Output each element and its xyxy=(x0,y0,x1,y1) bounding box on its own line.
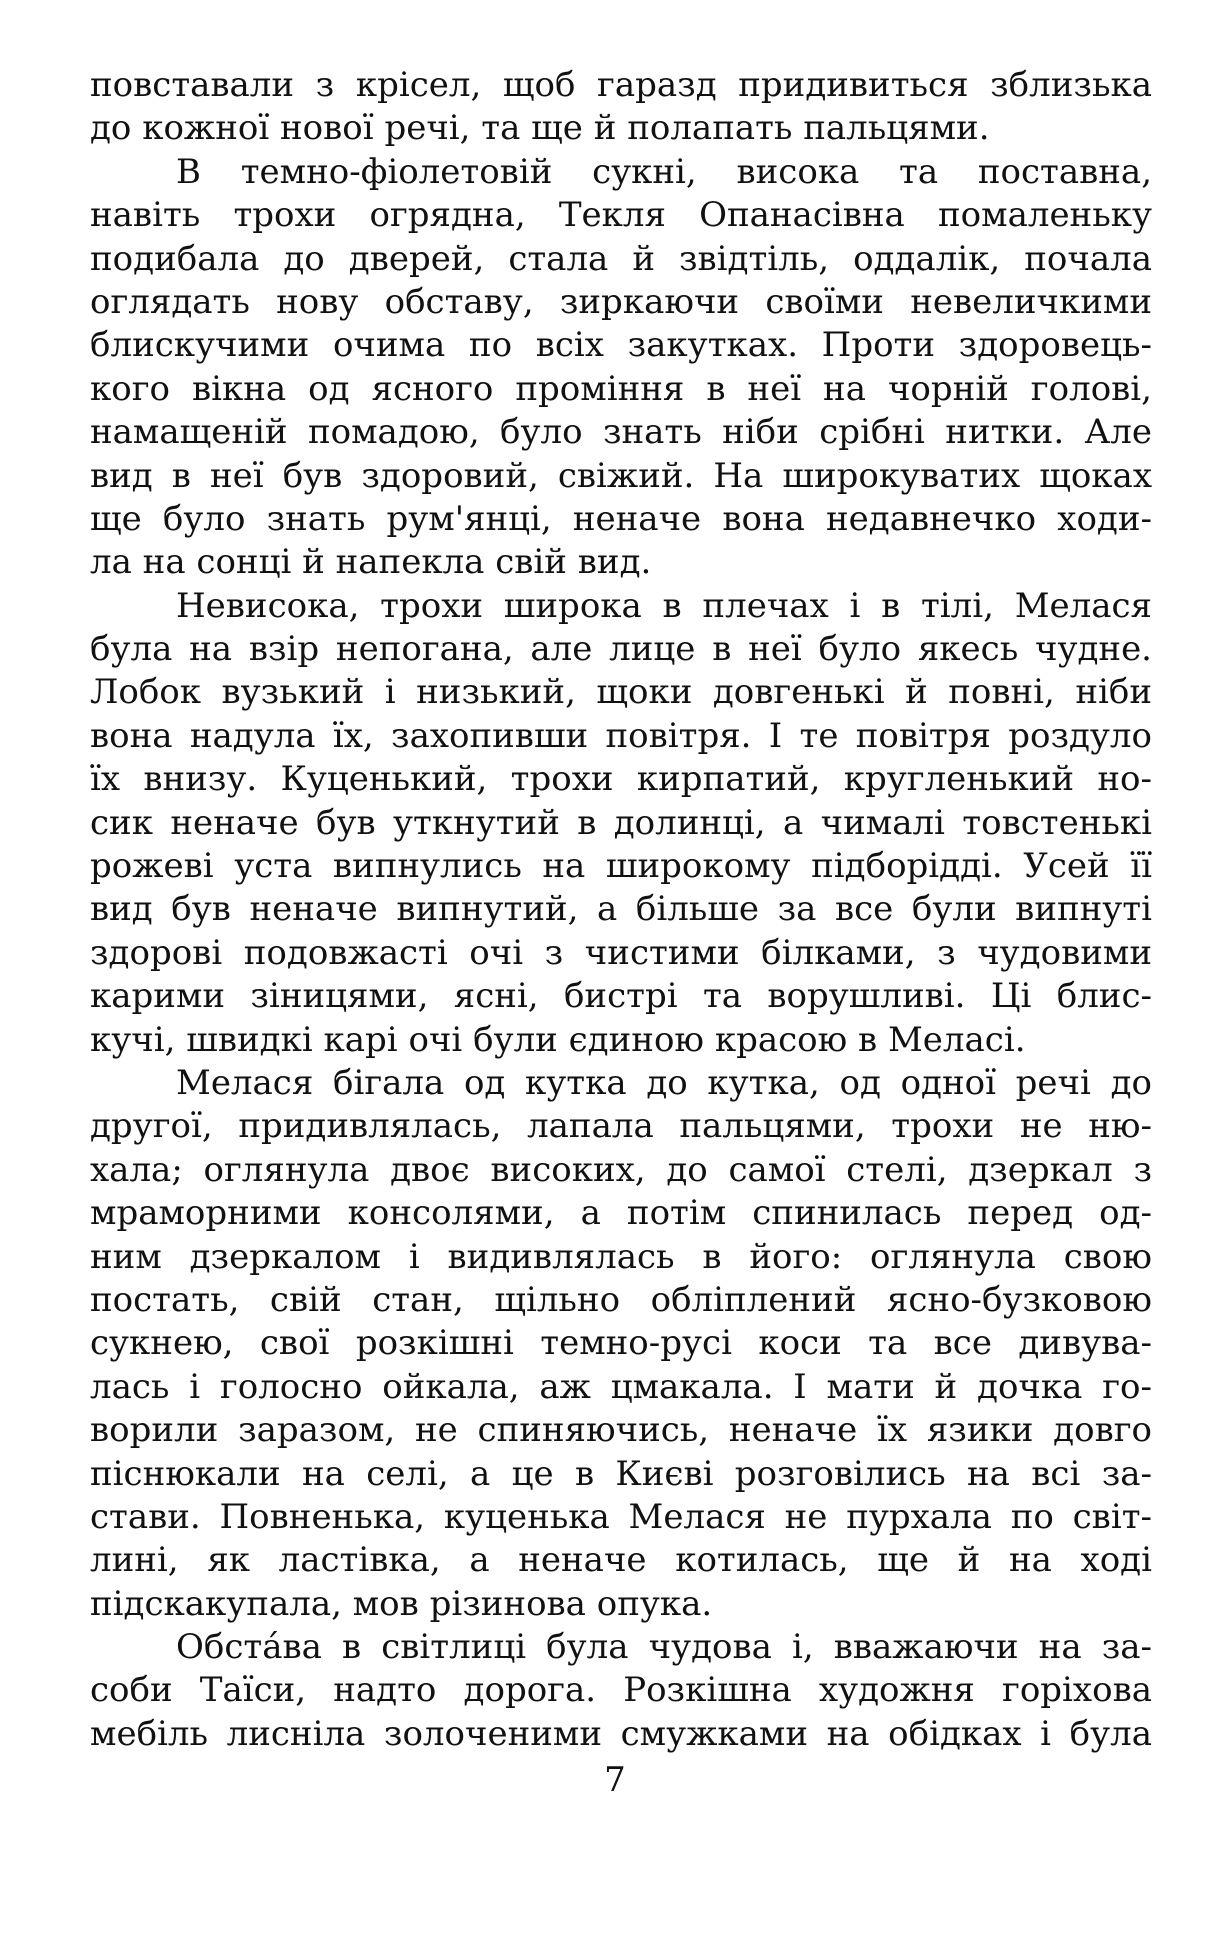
text-line: мраморними консолями, а потім спинилась перед од- xyxy=(90,1193,1152,1234)
text-line: карими зіницями, ясні, бистрі та ворушливі. Ці блис- xyxy=(90,976,1152,1017)
text-line: піснюкали на селі, а це в Києві розговілись на всі за- xyxy=(90,1453,1152,1494)
text-line: вид в неї був здоровий, свіжий. На широкуватих щоках xyxy=(90,455,1152,496)
text-line: сик неначе був уткнутий в долинці, а чималі товстенькі xyxy=(90,802,1152,843)
text-line: соби Таїси, надто дорога. Розкішна художня горіхова xyxy=(90,1670,1152,1711)
page-number: 7 xyxy=(604,1760,626,1800)
body-text xyxy=(90,64,1152,1756)
text-line: постать, свій стан, щільно обліплений ясно-бузковою xyxy=(90,1279,1152,1320)
text-line: оглядать нову обставу, зиркаючи своїми невеличкими xyxy=(90,281,1152,322)
text-line: Лобок вузький і низький, щоки довгенькі й повні, ніби xyxy=(90,672,1152,713)
text-line: підскакупала, мов різинова опука. xyxy=(90,1583,713,1624)
text-line: вона надула їх, захопивши повітря. І те повітря роздуло xyxy=(90,715,1152,756)
text-line: вид був неначе випнутий, а більше за все були випнуті xyxy=(90,889,1152,930)
text-line: подибала до дверей, стала й звідтіль, оддалік, почала xyxy=(90,238,1152,279)
text-line: лась і голосно ойкала, аж цмакала. І мати й дочка го- xyxy=(90,1366,1152,1407)
text-line: кого вікна од ясного проміння в неї на чорній голові, xyxy=(90,368,1152,409)
text-line: ла на сонці й напекла свій вид. xyxy=(90,542,652,583)
text-line: стави. Повненька, куценька Мелася не пурхала по світ- xyxy=(90,1496,1152,1537)
text-line: лині, як ластівка, а неначе котилась, ще й на ході xyxy=(90,1540,1152,1581)
text-line: Обстáва в світлиці була чудова і, вважаючи на за- xyxy=(176,1627,1152,1668)
text-line: рожеві уста випнулись на широкому підборідді. Усей її xyxy=(90,846,1152,887)
text-line: була на взір непогана, але лице в неї було якесь чудне. xyxy=(90,629,1152,670)
text-line: Невисока, трохи широка в плечах і в тілі, Мелася xyxy=(176,585,1152,626)
text-line: кучі, швидкі карі очі були єдиною красою в Меласі. xyxy=(90,1019,1026,1060)
text-line: мебіль лисніла золоченими смужками на обідках і була xyxy=(90,1713,1152,1754)
text-line: їх внизу. Куценький, трохи кирпатий, кругленький но- xyxy=(90,759,1152,800)
text-line: здорові подовжасті очі з чистими білками, з чудовими xyxy=(90,932,1152,973)
text-line: Мелася бігала од кутка до кутка, од одної речі до xyxy=(176,1062,1152,1103)
text-line: повставали з крісел, щоб гаразд придивиться зблизька xyxy=(90,65,1152,105)
text-line: блискучими очима по всіх закутках. Проти здоровець- xyxy=(90,325,1152,366)
text-line: ворили заразом, не спиняючись, неначе їх язики довго xyxy=(90,1410,1152,1451)
text-line: ще було знать рум'янці, неначе вона недавнечко ходи- xyxy=(90,498,1152,539)
text-line: В темно-фіолетовій сукні, висока та поставна, xyxy=(176,151,1152,192)
text-line: навіть трохи огрядна, Текля Опанасівна помаленьку xyxy=(90,195,1152,236)
text-line: другої, придивлялась, лапала пальцями, трохи не ню- xyxy=(90,1106,1152,1147)
text-line: ним дзеркалом і видивлялась в його: оглянула свою xyxy=(90,1236,1152,1277)
text-line: сукнею, свої розкішні темно-русі коси та все дивува- xyxy=(90,1323,1152,1364)
text-line: до кожної нової речі, та ще й полапать пальцями. xyxy=(90,108,990,149)
text-line: хала; оглянула двоє високих, до самої стелі, дзеркал з xyxy=(90,1149,1152,1190)
text-line: намащеній помадою, було знать ніби срібні нитки. Але xyxy=(90,412,1152,453)
